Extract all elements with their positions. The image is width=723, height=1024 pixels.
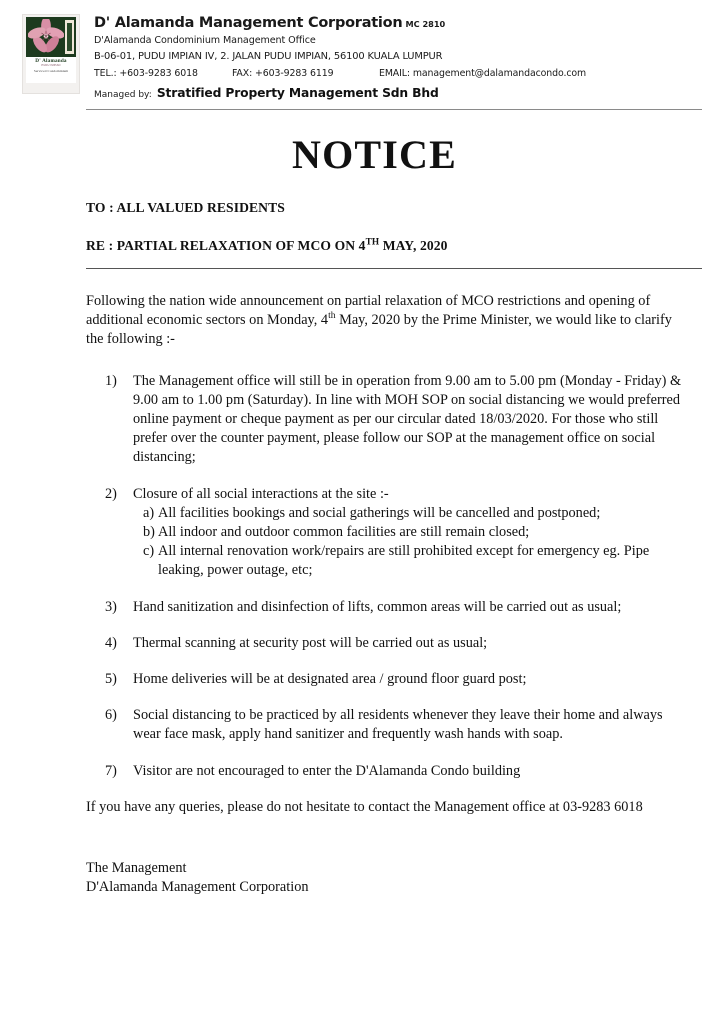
numbered-list bbox=[0, 372, 701, 781]
sub-list-item bbox=[133, 523, 685, 542]
list-text: The Management office will still be in operation from 9.00 am to 5.00 pm (Monday - Friday) & 9.00 am to 1.00 pm (Saturday). In line with MOH SOP on social distancing we would preferred online payment or cheque payment as per our circular dated 18/03/2020. For those who still prefer over the counter payment, please follow our SOP at the management office on social distancing; bbox=[133, 372, 682, 466]
letterhead-text-block bbox=[80, 14, 701, 104]
list-item bbox=[105, 762, 685, 781]
list-marker: 5) bbox=[105, 671, 117, 688]
list-text: Closure of all social interactions at the site :- bbox=[133, 485, 389, 502]
sub-list-marker: b) bbox=[143, 524, 155, 541]
list-text: Home deliveries will be at designated area / ground floor guard post; bbox=[133, 671, 527, 688]
telephone-text: TEL.: +603-9283 6018 bbox=[94, 68, 198, 79]
list-marker: 6) bbox=[105, 707, 117, 724]
list-marker: 4) bbox=[105, 634, 117, 651]
list-text: Thermal scanning at security post will be carried out as usual; bbox=[133, 634, 488, 651]
re-prefix: RE : PARTIAL RELAXATION OF MCO ON 4 bbox=[86, 238, 366, 253]
sub-list-item bbox=[133, 542, 685, 580]
mc-number: MC 2810 bbox=[405, 19, 446, 29]
list-marker: 2) bbox=[105, 485, 117, 502]
list-item bbox=[105, 706, 685, 744]
logo-brand-name: D' Alamanda bbox=[35, 58, 67, 64]
letterhead bbox=[0, 0, 723, 104]
company-logo bbox=[22, 14, 80, 94]
list-text: Social distancing to be practiced by all residents whenever they leave their home and always wear face mask, apply hand sanitizer and frequently wash hands with soap. bbox=[133, 707, 663, 743]
intro-paragraph bbox=[86, 292, 684, 350]
closing-paragraph: If you have any queries, please do not hesitate to contact the Management office at 03-9283 6018 bbox=[86, 798, 643, 815]
list-marker: 1) bbox=[105, 372, 117, 389]
sub-list-marker: c) bbox=[143, 543, 155, 560]
list-marker: 3) bbox=[105, 598, 117, 615]
list-text: Hand sanitization and disinfection of lifts, common areas will be carried out as usual; bbox=[133, 598, 622, 615]
page-title: NOTICE bbox=[291, 132, 457, 177]
logo-sub-line-1: PUDU IMPIAN bbox=[41, 64, 61, 67]
list-item bbox=[105, 670, 685, 689]
managed-by-company: Stratified Property Management Sdn Bhd bbox=[156, 86, 439, 100]
address-line: B-06-01, PUDU IMPIAN IV, 2. JALAN PUDU IMPIAN, 56100 KUALA LUMPUR bbox=[94, 51, 443, 62]
letterhead-divider bbox=[86, 109, 702, 110]
list-item bbox=[105, 634, 685, 653]
signoff-line-2: D'Alamanda Management Corporation bbox=[86, 879, 309, 896]
managed-by-label: Managed by: bbox=[94, 90, 152, 100]
sub-list bbox=[133, 504, 685, 581]
list-item bbox=[105, 485, 685, 581]
sub-list-marker: a) bbox=[143, 504, 155, 521]
contact-line bbox=[94, 65, 701, 82]
email-text: EMAIL: management@dalamandacondo.com bbox=[379, 68, 587, 79]
logo-sub-line-2: Serviced Condominium bbox=[33, 69, 69, 73]
re-line bbox=[86, 238, 701, 254]
sub-list-text: All indoor and outdoor common facilities are still remain closed; bbox=[158, 524, 530, 541]
intro-part-2: May, 2020 by the Prime Minister, we would like to clarify the following :- bbox=[86, 312, 672, 348]
fax-text: FAX: +603-9283 6119 bbox=[232, 68, 334, 79]
intro-superscript: th bbox=[328, 310, 336, 322]
re-suffix: MAY, 2020 bbox=[379, 238, 448, 253]
list-item bbox=[105, 372, 685, 468]
sub-list-item bbox=[133, 504, 685, 523]
logo-side-stripe bbox=[65, 20, 74, 54]
signoff-line-1: The Management bbox=[86, 860, 187, 877]
signoff-block bbox=[86, 859, 684, 897]
office-line: D'Alamanda Condominium Management Office bbox=[94, 35, 316, 46]
managed-by-line bbox=[94, 83, 701, 104]
to-line: TO : ALL VALUED RESIDENTS bbox=[86, 200, 285, 215]
re-superscript: TH bbox=[365, 237, 380, 248]
list-text-group bbox=[133, 485, 685, 581]
document-body bbox=[0, 132, 723, 897]
sub-list-text: All facilities bookings and social gatherings will be cancelled and postponed; bbox=[158, 504, 601, 521]
company-name: D' Alamanda Management Corporation bbox=[94, 15, 403, 31]
list-marker: 7) bbox=[105, 762, 117, 779]
list-item bbox=[105, 598, 685, 617]
flower-icon bbox=[28, 19, 64, 55]
company-name-line bbox=[94, 14, 701, 33]
sub-list-text: All internal renovation work/repairs are still prohibited except for emergency eg. Pipe leaking, power outage, etc; bbox=[158, 543, 650, 579]
subject-divider bbox=[86, 268, 702, 269]
intro-part-1: Following the nation wide announcement on partial relaxation of MCO restrictions and opening of additional economic sectors on Monday, 4 bbox=[86, 293, 651, 329]
list-text: Visitor are not encouraged to enter the D'Alamanda Condo building bbox=[133, 762, 521, 779]
